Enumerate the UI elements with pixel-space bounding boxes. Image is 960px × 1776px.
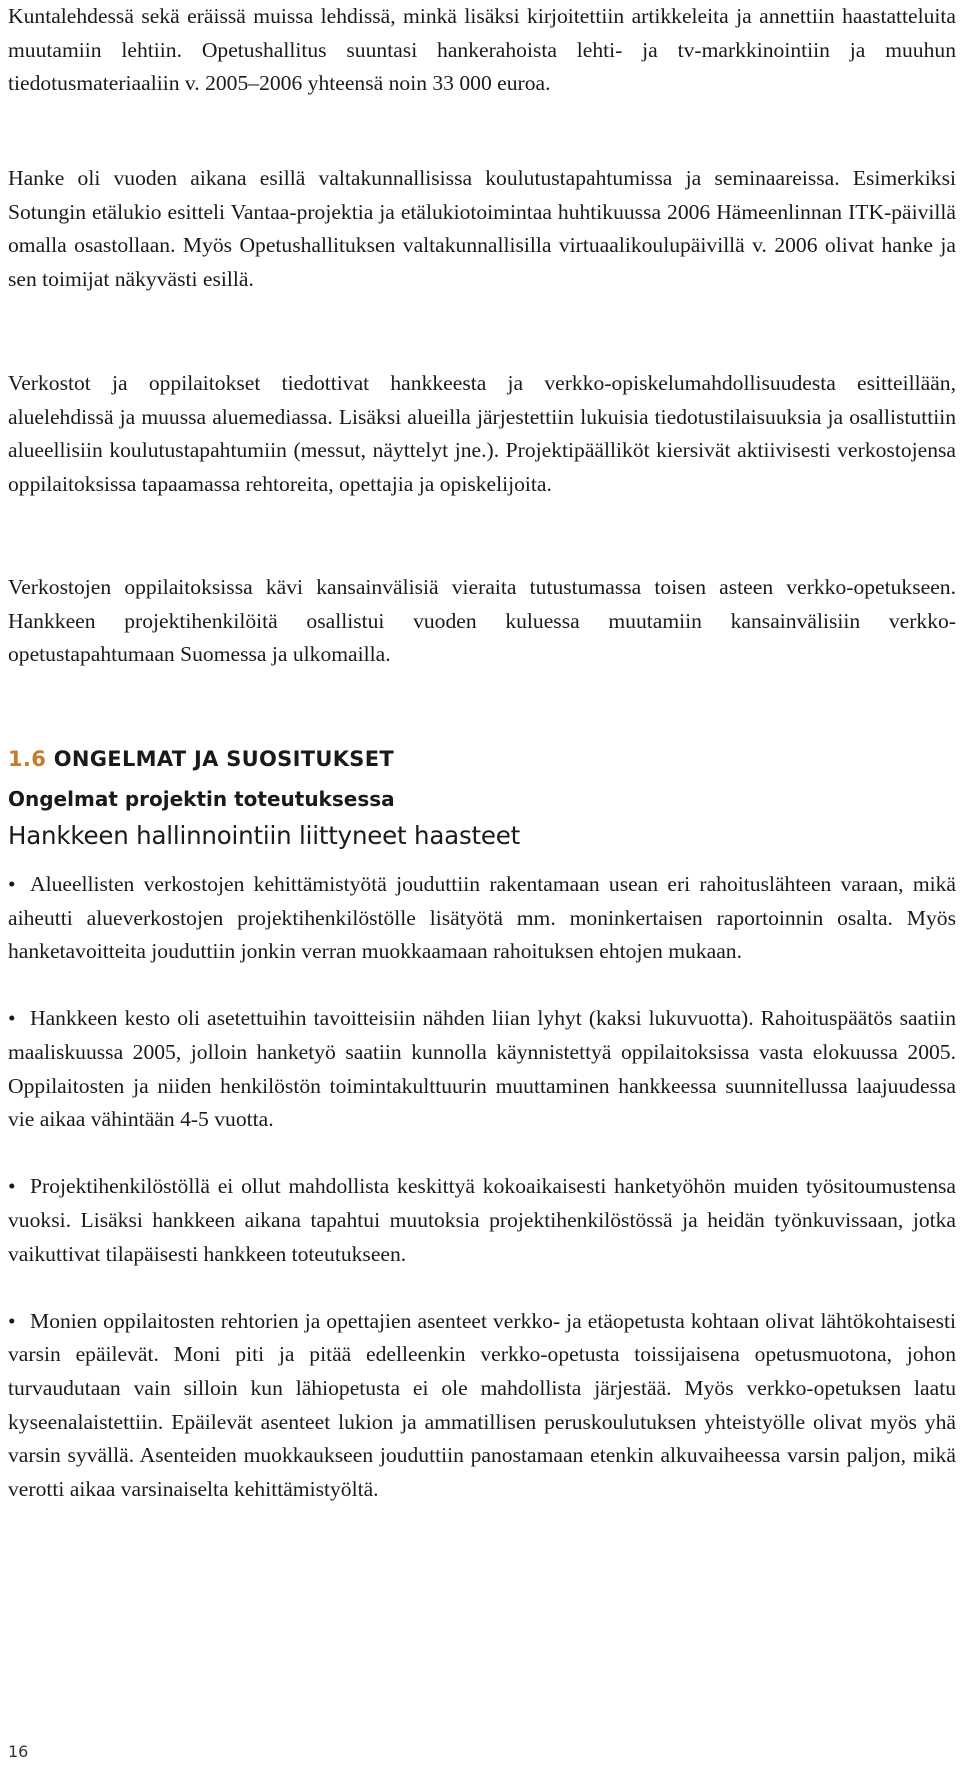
subsection-heading: Ongelmat projektin toteutuksessa: [8, 787, 395, 811]
section-heading: [8, 745, 394, 773]
section-title-text: ONGELMAT JA SUOSITUKSET: [53, 747, 394, 771]
section-number: 1.6: [8, 747, 47, 771]
subsubsection-heading: Hankkeen hallinnointiin liittyneet haasteet: [8, 821, 521, 850]
list-item-text: Alueellisten verkostojen kehittämistyötä jouduttiin rakentamaan usean eri rahoituslähteen varaan, mikä aiheutti alueverkostojen projektihenkilöstölle lisätyötä mm. moninkertaisen raportoinnin osalta. Myös hanketavoitteita jouduttiin jonkin verran muokkaamaan rahoituksen ehtojen mukaan.: [8, 872, 956, 964]
challenges-list: [8, 868, 956, 1540]
paragraph-media-marketing: Kuntalehdessä sekä eräissä muissa lehdissä, minkä lisäksi kirjoitettiin artikkeleita ja annettiin haastatteluita muutamiin lehtiin. Opetushallitus suuntasi hankerahoista lehti- ja tv-markkinointiin ja muuhun tiedotusmateriaaliin v. 2005–2006 yhteensä noin 33 000 euroa.: [8, 4, 956, 96]
bullet-icon: •: [8, 872, 16, 896]
list-item-text: Projektihenkilöstöllä ei ollut mahdollista keskittyä kokoaikaisesti hanketyöhön muiden työsitoumustensa vuoksi. Lisäksi hankkeen aikana tapahtui muutoksia projektihenkilöstössä ja heidän työnkuvissaan, jotka vaikuttivat tilapäisesti hankkeen toteutukseen.: [8, 1174, 956, 1266]
list-item: [8, 868, 956, 969]
list-item-text: Hankkeen kesto oli asetettuihin tavoitteisiin nähden liian lyhyt (kaksi lukuvuotta). Rahoituspäätös saatiin maaliskuussa 2005, jolloin hanketyö saatiin kunnolla käynnistettyä oppilaitoksissa vasta elokuussa 2005. Oppilaitosten ja niiden henkilöstön toimintakulttuurin muuttaminen hankkeessa suunnitellussa laajuudessa vie aikaa vähintään 4-5 vuotta.: [8, 1006, 956, 1132]
bullet-icon: •: [8, 1308, 16, 1333]
list-item: [8, 1170, 956, 1271]
paragraph-international-visitors: Verkostojen oppilaitoksissa kävi kansainvälisiä vieraita tutustumassa toisen asteen verkko-opetukseen. Hankkeen projektihenkilöitä osallistui vuoden kuluessa muutamiin kansainvälisiin verkko-opetustapahtumaan Suomessa ja ulkomailla.: [8, 575, 956, 667]
page-number: 16: [8, 1742, 29, 1761]
list-item: [8, 1002, 956, 1136]
bullet-icon: •: [8, 1174, 16, 1199]
list-item-text: Monien oppilaitosten rehtorien ja opettajien asenteet verkko- ja etäopetusta kohtaan olivat lähtökohtaisesti varsin epäilevät. Moni piti ja pitää edelleenkin verkko-opetusta toissijaisena opetusmuotona, johon turvaudutaan vain silloin kun lähiopetusta ei ole mahdollista järjestää. Myös verkko-opetuksen laatu kyseenalaistettiin. Epäilevät asenteet lukion ja ammatillisen peruskoulutuksen yhteistyölle olivat myös yhä varsin syvällä. Asenteiden muokkaukseen jouduttiin panostamaan etenkin alkuvaiheessa varsin paljon, mikä verotti aikaa varsinaiselta kehittämistyöltä.: [8, 1308, 956, 1501]
paragraph-seminars: Hanke oli vuoden aikana esillä valtakunnallisissa koulutustapahtumissa ja seminaareissa. Esimerkiksi Sotungin etälukio esitteli Vantaa-projektia ja etälukiotoimintaa huhtikuussa 2006 Hämeenlinnan ITK-päivillä omalla osastollaan. Myös Opetushallituksen valtakunnallisilla virtuaalikoulupäivillä v. 2006 olivat hanke ja sen toimijat näkyvästi esillä.: [8, 166, 956, 291]
paragraph-networks-communication: Verkostot ja oppilaitokset tiedottivat hankkeesta ja verkko-opiskelumahdollisuudesta esitteillään, aluelehdissä ja muussa aluemediassa. Lisäksi alueilla järjestettiin lukuisia tiedotustilaisuuksia ja osallistuttiin alueellisiin koulutustapahtumiin (messut, näyttelyt jne.). Projektipäälliköt kiersivät aktiivisesti verkostojensa oppilaitoksissa tapaamassa rehtoreita, opettajia ja opiskelijoita.: [8, 371, 956, 496]
bullet-icon: •: [8, 1006, 16, 1031]
list-item: [8, 1305, 956, 1507]
